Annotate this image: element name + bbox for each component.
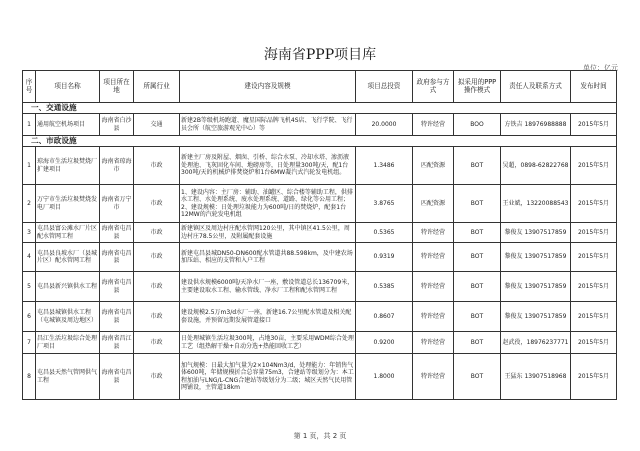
cell-content: 建设供水规模6000吨/天净水厂一座，敷设管道总长136709米，主要建设取水工程、输水管线、净水厂工程和配水管网工程: [180, 272, 356, 302]
cell-location: 海南省屯昌县: [100, 302, 134, 332]
cell-content: 日处理城镇生活垃圾300吨，占地30亩，主要采用WDM综合处理工艺（组热解干燥+自动分选+热能回收工艺）: [180, 332, 356, 354]
cell-time: 2015年5月: [571, 332, 617, 354]
cell-mode: BOT: [454, 302, 501, 332]
cell-industry: 市政: [134, 272, 180, 302]
header-row: [23, 71, 617, 103]
header-contact: 责任人及联系方式: [501, 71, 571, 103]
header-no: 序号: [23, 71, 36, 103]
cell-no: 6: [23, 302, 36, 332]
cell-invest: 3.8765: [356, 185, 413, 223]
cell-industry: 市政: [134, 354, 180, 400]
cell-time: 2015年5月: [571, 185, 617, 223]
cell-name: 万宁市生活垃圾焚烧发电厂项目: [36, 185, 100, 223]
cell-location: 海南省屯昌县: [100, 243, 134, 272]
header-time: 发布时间: [571, 71, 617, 103]
unit-label: 单位：亿元: [583, 64, 618, 72]
cell-name: 昌江生活垃圾综合处理厂项目: [36, 332, 100, 354]
header-content: 建设内容及规模: [180, 71, 356, 103]
cell-mode: BOO: [454, 114, 501, 136]
table-row: [23, 243, 617, 272]
cell-time: 2015年5月: [571, 354, 617, 400]
cell-invest: 20.0000: [356, 114, 413, 136]
cell-content: 1、建设内容：主厂房：辅助、油罐区、综合楼等辅助工程，供排水工程、水处理系统、废水处理系统、道路、绿化等公用工程；2、建设规模：日处理垃圾能力为600吨/日的焚烧炉，配套1台12MW的汽轮发电机组: [180, 185, 356, 223]
cell-name: 屯昌县良坡水厂（县城片区）配水管网工程: [36, 243, 100, 272]
table-row: [23, 302, 617, 332]
project-table: [22, 70, 617, 400]
cell-gov: 特许经营: [413, 272, 454, 302]
cell-contact: 赵武役，18976237771: [501, 332, 571, 354]
cell-no: 4: [23, 243, 36, 272]
section-row: [23, 136, 617, 147]
cell-invest: 0.8607: [356, 302, 413, 332]
header-location: 项目所在地: [100, 71, 134, 103]
page-title: 海南省PPP项目库: [263, 47, 377, 63]
cell-content: 新建屯昌县城DN50-DN600配水管道共88.598km，及中建农场加压站、相应的支管和入户工程: [180, 243, 356, 272]
cell-contact: 王猛东 13907518968: [501, 354, 571, 400]
cell-industry: 交通: [134, 114, 180, 136]
cell-no: 5: [23, 272, 36, 302]
cell-location: 海南省琼海市: [100, 147, 134, 185]
cell-location: 海南省屯昌县: [100, 354, 134, 400]
cell-industry: 市政: [134, 147, 180, 185]
cell-invest: 1.3486: [356, 147, 413, 185]
cell-gov: 匹配资源: [413, 147, 454, 185]
cell-invest: 0.9319: [356, 243, 413, 272]
section-label: 二、市政设施: [23, 136, 617, 147]
cell-contact: 黎俊友 13907517859: [501, 223, 571, 243]
cell-mode: BOT: [454, 185, 501, 223]
cell-content: 新建主厂房及附屋、烟囱、引桥、综合水泵、冷却水塔、渗沥液处理池、飞灰固化车间、地磅房等，日处理量300吨/天，配1台300吨/天的机械炉排焚烧炉和1台6MW凝汽式汽轮发电机组。: [180, 147, 356, 185]
cell-location: 海南省昌江县: [100, 332, 134, 354]
table-row: [23, 354, 617, 400]
cell-mode: BOT: [454, 147, 501, 185]
cell-contact: 黎俊友 13907517859: [501, 243, 571, 272]
cell-invest: 1.8000: [356, 354, 413, 400]
cell-mode: BOT: [454, 332, 501, 354]
cell-industry: 市政: [134, 223, 180, 243]
cell-content: 新建2B等级机场跑道、魔星国际品牌飞机4S店、飞行学院、飞行员会所（航空旅游观光中心）等: [180, 114, 356, 136]
cell-contact: 黎俊友 13907517859: [501, 302, 571, 332]
cell-content: 新建镇区及周边村庄配水管网120公里，其中镇区41.5公里，周边村庄78.5公里，及附属配套设施: [180, 223, 356, 243]
cell-contact: 黎俊友 13907517859: [501, 272, 571, 302]
cell-time: 2015年5月: [571, 223, 617, 243]
cell-no: 1: [23, 114, 36, 136]
table-row: [23, 114, 617, 136]
cell-content: 建设规模2.5万m3/d水厂一座，新建16.7公里配水管道及相关配套设施，并预留远期发展管道接口: [180, 302, 356, 332]
cell-invest: 0.5365: [356, 223, 413, 243]
cell-gov: 特许经营: [413, 243, 454, 272]
header-invest: 项目总投资: [356, 71, 413, 103]
cell-name: 屯昌县富公滩水厂片区配水管网工程: [36, 223, 100, 243]
cell-no: 3: [23, 223, 36, 243]
page-footer: 第 1 页，共 2 页: [293, 432, 347, 440]
cell-time: 2015年5月: [571, 114, 617, 136]
cell-no: 7: [23, 332, 36, 354]
cell-gov: 匹配资源: [413, 185, 454, 223]
cell-contact: 吴超，0898-62822768: [501, 147, 571, 185]
cell-industry: 市政: [134, 332, 180, 354]
section-label: 一、交通设施: [23, 103, 617, 114]
cell-contact: 方铁吉 18976988888: [501, 114, 571, 136]
cell-location: 海南省屯昌县: [100, 272, 134, 302]
cell-name: 屯昌县天然气管网供气工程: [36, 354, 100, 400]
table-row: [23, 332, 617, 354]
cell-gov: 特许经营: [413, 223, 454, 243]
cell-invest: 0.9200: [356, 332, 413, 354]
table-row: [23, 223, 617, 243]
header-mode: 拟采用的PPP操作模式: [454, 71, 501, 103]
cell-industry: 市政: [134, 185, 180, 223]
cell-mode: BOT: [454, 243, 501, 272]
cell-name: 屯昌县城镇供水工程（屯城镇及周边地区）: [36, 302, 100, 332]
cell-gov: 特许经营: [413, 332, 454, 354]
header-name: 项目名称: [36, 71, 100, 103]
cell-gov: 特许经营: [413, 114, 454, 136]
cell-location: 海南省屯昌县: [100, 223, 134, 243]
cell-name: 通用航空机场项目: [36, 114, 100, 136]
header-industry: 所属行业: [134, 71, 180, 103]
table-row: [23, 185, 617, 223]
cell-no: 8: [23, 354, 36, 400]
cell-time: 2015年5月: [571, 272, 617, 302]
cell-mode: BOT: [454, 272, 501, 302]
cell-gov: 特许经营: [413, 354, 454, 400]
cell-content: 加气规模：日最大加气量为2×104Nm3/d，处理能力：年销售气体600吨，年储规模折合总容量75m3，合建站等级划分为：本工程加油与LNG/L-CNG合建站等级划分为二级；城区天然气民用管网铺设，主管道18km: [180, 354, 356, 400]
cell-time: 2015年5月: [571, 302, 617, 332]
cell-location: 海南省白沙县: [100, 114, 134, 136]
cell-no: 2: [23, 185, 36, 223]
table-row: [23, 272, 617, 302]
cell-contact: 王业斌，13220088543: [501, 185, 571, 223]
cell-industry: 市政: [134, 243, 180, 272]
cell-name: 屯昌县新兴镇供水工程: [36, 272, 100, 302]
section-row: [23, 103, 617, 114]
cell-gov: 特许经营: [413, 302, 454, 332]
cell-location: 海南省万宁市: [100, 185, 134, 223]
cell-mode: BOT: [454, 223, 501, 243]
header-gov: 政府参与方式: [413, 71, 454, 103]
cell-mode: BOT: [454, 354, 501, 400]
cell-invest: 0.5385: [356, 272, 413, 302]
table-row: [23, 147, 617, 185]
cell-no: 1: [23, 147, 36, 185]
cell-time: 2015年5月: [571, 147, 617, 185]
cell-time: 2015年5月: [571, 243, 617, 272]
cell-industry: 市政: [134, 302, 180, 332]
cell-name: 琼海市生活垃圾焚烧厂扩建项目: [36, 147, 100, 185]
